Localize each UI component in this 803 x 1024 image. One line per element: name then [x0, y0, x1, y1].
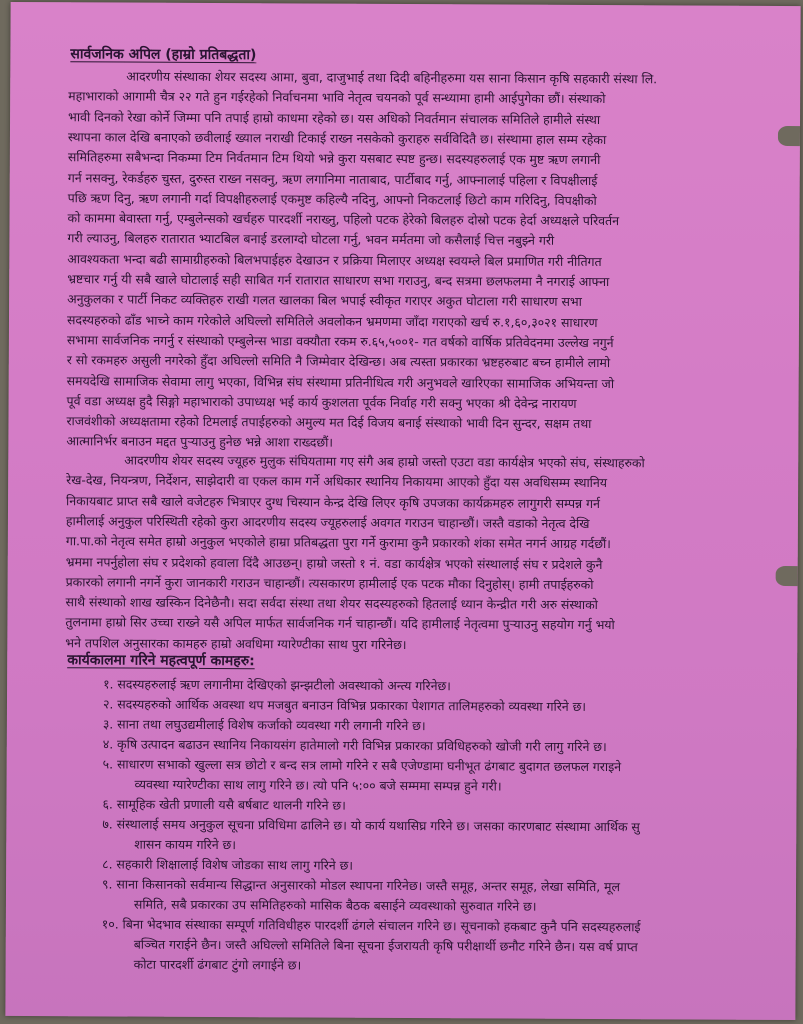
list-item: ९. साना किसानको सर्वमान्य सिद्धान्त अनुसारको मोडल स्थापना गरिनेछ। जस्तै समूह, अन्तर समूह, लेखा समिति, मूल [102, 876, 620, 895]
paragraph-line: हामीलाई अनुकुल परिस्थिती रहेको कुरा आदरणीय सदस्य ज्यूहरुलाई अवगत गराउन चाहान्छौं। जस्तै वडाको नेतृत्व देखि [65, 513, 590, 531]
leaflet-text [5, 2, 800, 1020]
paragraph-line: स्थापना काल देखि बनाएको छवीलाई ख्याल नराखी टिकाई राख्न नसकेको कुराहरु सर्वविदितै छ। संस्थामा हाल सम्म रहेका [67, 129, 607, 147]
pink-leaflet [5, 2, 800, 1020]
paragraph-line: सभामा सार्वजनिक नगर्नु र संस्थाको एम्बुलेन्स भाडा वक्यौता रकम रु.६५,५००१- गत वर्षको वार्षिक प्रतिवेदनमा उल्लेख नगुर्न [66, 332, 614, 350]
paragraph-line: भने तपशिल अनुसारका कामहरु हाम्रो अवधिमा ग्यारेण्टीका साथ पुरा गरिनेछ। [65, 634, 407, 652]
paragraph-line: गरी ल्याउनु, बिलहरु रातारात भ्याटबिल बनाई डरलाग्दो घोटला गर्नु, भवन मर्मतमा जो कसैलाई चित्त नबुझ्ने गरी [67, 230, 555, 249]
list-item-continuation: कोटा पारदर्शी ढंगबाट टुंगो लगाईने छ। [133, 956, 302, 973]
paragraph-line: भ्रममा नपर्नुहोला संघ र प्रदेशको हवाला दिंदै आउछन्। हाम्रो जस्तो १ नं. वडा कार्यक्षेत्र भएको संस्थालाई संघ र प्रदेशले कुनै [65, 553, 603, 572]
paragraph-line: पूर्व वडा अध्यक्ष हुदै सिङ्गो महाभाराको उपाध्यक्ष भई कार्य कुशलता पूर्वक निर्वाह गरी सक्नु भएका श्री देवेन्द्र नारायण [66, 393, 577, 411]
paragraph-line: राजवंशीको अध्यक्षतामा रहेको टिमलाई तपाईहरुको अमुल्य मत दिई विजय बनाई संस्थाको भावी दिन सुन्दर, सक्षम तथा [66, 413, 592, 432]
list-item: २. सदस्यहरुको आर्थिक अवस्था थप मजबुत बनाउन विभिन्न प्रकारका पेशागत तालिमहरुको व्यवस्था गरिने छ। [102, 696, 587, 714]
paragraph-line: तुलनामा हाम्रो सिर उच्चा राख्ने यसै अपिल मार्फत सार्वजनिक गर्न चाहान्छौं। यदि हामीलाई नेतृत्वमा पुर्‍याउनु सहयोग गर्नु भयो [65, 614, 615, 633]
list-item-continuation: बञ्चित गराईने छैन। जस्तै अघिल्लो समितिले बिना सूचना ईजरायती कृषि परीक्षार्थी छनौट गरिने छैन। यस वर्ष प्राप्त [133, 936, 638, 955]
paragraph-line: भ्रष्टचार गर्नु यी सबै खाले घोटालाई सही साबित गर्न रातारात साधारण सभा गराउनु, बन्द सत्रमा छलफलमा नै नगराई आफ्ना [67, 271, 610, 290]
paragraph-line: महाभाराको आगामी चैत्र २२ गते हुन गईरहेको निर्वाचनमा भावि नेतृत्व चयनको पूर्व सन्ध्यामा हामी आईपुगेका छौं। संस्थाको [68, 88, 606, 107]
paragraph-line: अनुकुलका र पार्टी निकट व्यक्तिहरु राखी गलत खालका बिल भपाई स्वीकृत गराएर अकुत घोटाला गरी साधारण सभा [67, 291, 582, 310]
paragraph-line: आवश्यकता भन्दा बढी सामाग्रीहरुको बिलभपाईहरु देखाउन र प्रक्रिया मिलाएर अध्यक्ष स्वयम्ले बिल प्रमाणित गरी नीतिगत [67, 250, 602, 269]
paper-tear [776, 566, 800, 586]
list-item: ५. साधारण सभाको खुल्ला सत्र छोटो र बन्द सत्र लामो गरिने र सबै एजेण्डामा घनीभूत ढंगबाट बुदागत छलफल गराइने [102, 756, 622, 775]
paragraph-line: गा.पा.को नेतृत्व समेत हाम्रो अनुकुल भएकोले हाम्रा प्रतिबद्धता पुरा गर्ने कुरामा कुनै प्रकारको शंका समेत नगर्न आग्रह गर्दछौं। [65, 533, 611, 552]
list-item-continuation: व्यवस्था ग्यारेण्टीका साथ लागु गरिने छ। त्यो पनि ५:०० बजे सम्ममा सम्पन्न हुने गरी। [134, 776, 502, 794]
list-item: ८. सहकारी शिक्षालाई विशेष जोडका साथ लागु गरिने छ। [102, 856, 354, 873]
paragraph-line: को काममा बेवास्ता गर्नु, एम्बुलेन्सको खर्चहरु पारदर्शी नराख्नु, पहिलो पटक हेरेको बिलहरु दोस्रो पटक हेर्दा अध्यक्षले परिवर्तन [67, 210, 620, 229]
paragraph-line: सदस्यहरुको ढाँड भाच्ने काम गरेकोले अघिल्लो समितिले अवलोकन भ्रमणमा जाँदा गराएको खर्च रु.१,६०,३०२१ साधारण [66, 311, 598, 330]
paragraph-line: पछि ऋण दिनु, ऋण लगानी गर्दा विपक्षीहरुलाई एकमुष्ट कहिल्यै नदिनु, आफ्नो निकटलाई छिटो काम गरिदिनु, विपक्षीको [67, 190, 597, 208]
list-item: १. सदस्यहरुलाई ऋण लगानीमा देखिएको झन्झटीलो अवस्थाको अन्त्य गरिनेछ। [103, 676, 451, 694]
paragraph-line: रेख-देख, नियन्त्रण, निर्देशन, साझेदारी वा एकल काम गर्ने अधिकार स्थानिय निकायमा आएको हुँदा यस अवधिसम्म स्थानिय [66, 472, 608, 491]
paragraph-line: साथै संस्थाको शाख खस्किन दिनेछैनौ। सदा सर्वदा संस्था तथा शेयर सदस्यहरुको हितलाई ध्यान केन्द्रीत गरी अरु संस्थाको [65, 594, 598, 613]
list-item-continuation: शासन कायम गरिने छ। [134, 836, 237, 853]
list-item: ४. कृषि उत्पादन बढाउन स्थानिय निकायसंग हातेमालो गरी विभिन्न प्रकारका प्रविधिहरुको खोजी गरी लागु गरिने छ। [102, 736, 607, 755]
appeal-heading: सार्वजनिक अपिल (हाम्रो प्रतिबद्धता) [70, 46, 257, 64]
list-item: ७. संस्थालाई समय अनुकुल सूचना प्रविधिमा ढालिने छ। यो कार्य यथासिघ्र गरिने छ। जसका कारणबाट संस्थामा आर्थिक सु [102, 816, 640, 835]
paragraph-line: निकायबाट प्राप्त सबै खाले वजेटहरु भित्राएर दुग्ध चिस्यान केन्द्र देखि लिएर कृषि उपजका कार्यक्रमहरु लागुगरी सम्पन्न गर्न [66, 492, 600, 511]
paragraph-line: समितिहरुमा सबैभन्दा निकम्मा टिम निर्वतमान टिम थियो भन्ने कुरा यसबाट स्पष्ट हुन्छ। सदस्यहरुलाई एक मुष्ट ऋण लगानी [67, 149, 601, 168]
works-heading: कार्यकालमा गरिने महत्वपूर्ण कामहरु: [67, 652, 255, 670]
paragraph-line: प्रकारको लगानी नगर्ने कुरा जानकारी गराउन चाहान्छौं। त्यसकारण हामीलाई एक पटक मौका दिनुहोस्। हामी तपाईहरुको [65, 574, 594, 592]
paragraph-line: आदरणीय शेयर सदस्य ज्यूहरु मुलुक संघियतामा गए संगै अब हाम्रो जस्तो एउटा वडा कार्यक्षेत्र भएको संघ, संस्थाहरुको [124, 452, 645, 471]
paragraph-line: समयदेखि सामाजिक सेवामा लागु भएका, विभिन्न संघ संस्थामा प्रतिनीधित्व गरी अनुभवले खारिएका सामाजिक अभियन्ता जो [66, 372, 615, 391]
paragraph-line: र सो रकमहरु असुली नगरेको हुँदा अघिल्लो समिति नै जिम्मेवार देखिन्छ। अब त्यस्ता प्रकारका भ्रष्टहरुबाट बच्न हामीले लामो [66, 352, 611, 371]
list-item: ३. साना तथा लघुउद्यमीलाई विशेष कर्जाको व्यवस्था गरी लगानी गरिने छ। [102, 716, 426, 734]
list-item: १०. बिना भेदभाव संस्थाका सम्पूर्ण गतिविधीहरु पारदर्शी ढंगले संचालन गरिने छ। सूचनाको हकबाट कुनै पनि सदस्यहरुलाई [101, 916, 641, 935]
paragraph-line: आदरणीय संस्थाका शेयर सदस्य आमा, बुवा, दाजुभाई तथा दिदी बहिनीहरुमा यस साना किसान कृषि सहकारी संस्था लि. [126, 68, 658, 87]
paragraph-line: भावी दिनको रेखा कोर्ने जिम्मा पनि तपाई हाम्रो काधमा रहेको छ। यस अधिको निवर्तमान संचालक समितिले हामीले संस्था [68, 108, 601, 127]
list-item-continuation: समिति, सबै प्रकारका उप समितिहरुको मासिक बैठक बसाईने व्यवस्थाको सुरुवात गरिने छ। [133, 896, 537, 914]
list-item: ६. सामूहिक खेती प्रणाली यसै बर्षबाट थालनी गरिने छ। [102, 796, 346, 813]
paragraph-line: गर्न नसक्नु, रेकर्डहरु चुस्त, दुरुस्त राख्न नसक्नु, ऋण लगानिमा नाताबाद, पार्टीबाद गर्नु, आफ्नालाई पहिला र विपक्षीलाई [67, 169, 598, 188]
paper-tear [778, 126, 801, 146]
paragraph-line: आत्मानिर्भर बनाउन मद्दत पुर्‍याउनु हुनेछ भन्ने आशा राख्दछौं। [66, 433, 334, 451]
